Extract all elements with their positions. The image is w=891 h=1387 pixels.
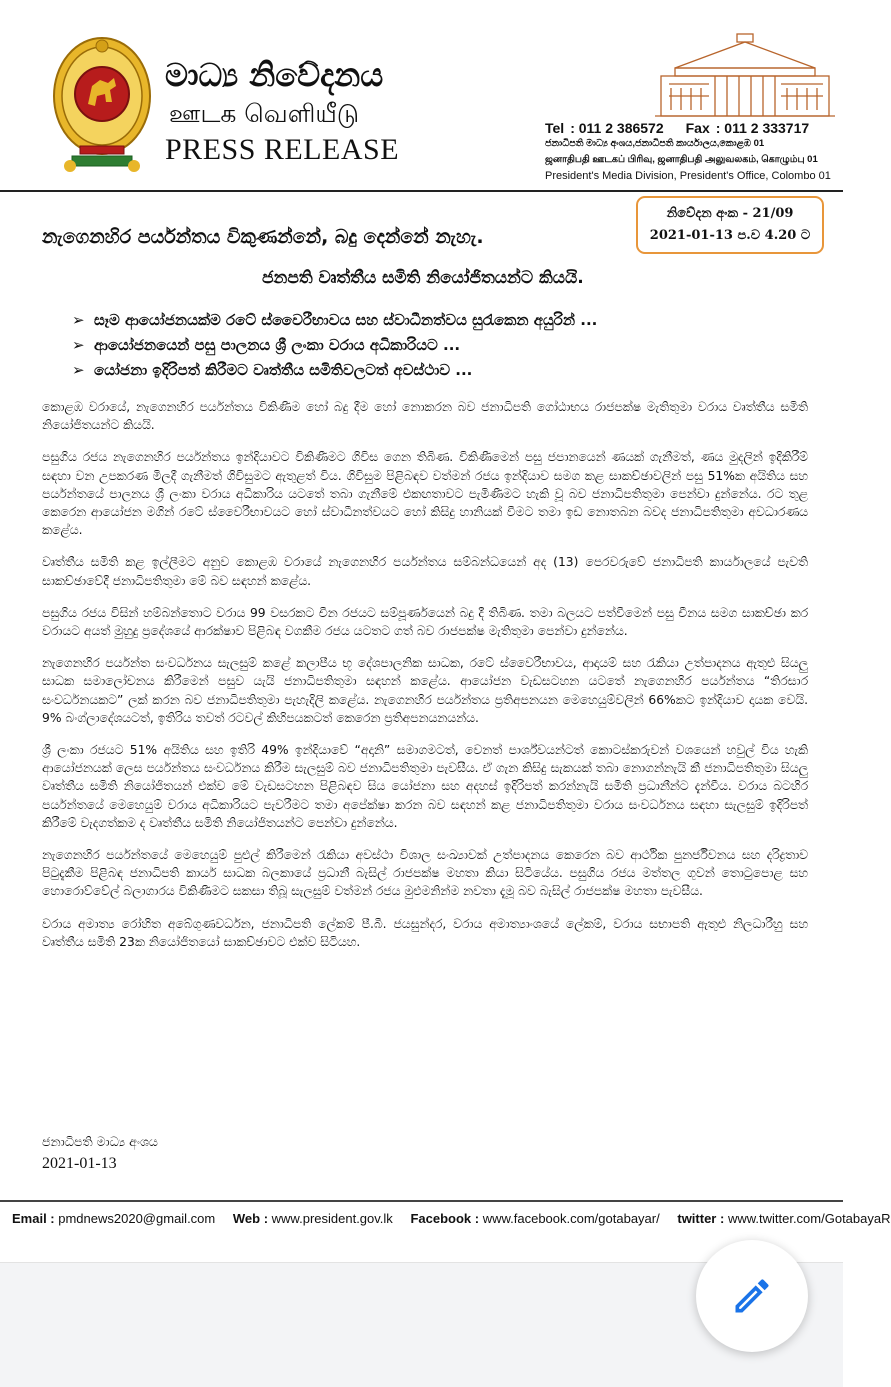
twitter-link[interactable]: www.twitter.com/GotabayaR: [727, 1211, 891, 1226]
edit-button[interactable]: [696, 1240, 808, 1352]
email-link[interactable]: pmdnews2020@gmail.com: [58, 1211, 216, 1226]
letterhead: [0, 0, 843, 192]
footer-divider: [0, 1200, 843, 1202]
header-divider: [0, 190, 843, 192]
bullet-text: ආයෝජනයෙන් පසු පාලනය ශ්‍රී ලංකා වරාය අධිකාරියට ...: [94, 336, 461, 354]
footer-contacts: [12, 1211, 891, 1226]
paragraph: පසුගිය රජය නැගෙනහිර පර්යන්තය ඉන්දියාවට විකිණීමට ගිවිස ගෙන තිබිණ. විකිණීමෙන් පසු ජපානයෙන් ණයක් ගැනීමත්, ණය මුදලින් ඉදිකිරීම් සඳහා වන උපකරණ මිලදී ගැනීමත් ගිවිසුමට ඇතුළත් විය. ගිවිසුම පිළිබඳව වත්මන් රජය ඉන්දියාව සමග කළ සාකච්ඡාවලින් පසු 51%ක අයිතිය සහ පර්යන්තයේ පාලනය ශ්‍රී ලංකා වරාය අධිකාරිය යටතේ තබා ගැනීමේ එකඟතාවට පැමිණීමට හැකි වූ බව ජනාධිපතිතුමා පෙන්වා දුන්නේය. රට තුළ කෙරෙන ආයෝජන මගින් රටේ ස්වෛරීභාවයට හෝ ස්වාධීනත්වයට හෝ කිසිදු හානියක් වීමට තමා ඉඩ නොතබන බවද ජනාධිපතිතුමා අවධාරණය කළේය.: [42, 450, 808, 538]
paragraph: කොළඹ වරායේ, නැගෙනහිර පර්යන්තය විකිණීම හෝ බදු දීම හෝ නොකරන බව ජනාධිපති ගෝඨාභය රාජපක්ෂ මැතිතුමා වරාය වෘත්තීය සමිති නියෝජිතයන්ට කියයි.: [42, 400, 808, 433]
fax-label: Fax: [685, 120, 710, 136]
web-link[interactable]: www.president.gov.lk: [271, 1211, 393, 1226]
tel-label: Tel: [545, 120, 565, 136]
sri-lanka-emblem-icon: [50, 28, 154, 178]
paragraph: නැගෙනහිර පර්යන්තයේ මෙහෙයුම් පුළුල් කිරීමෙන් රැකියා අවස්ථා විශාල සංඛ්‍යාවක් උත්පාදනය කෙරෙන බව ආර්ථික පුනර්ජීවනය සහ දරිද්‍රතාව පිටුදැකීම පිළිබඳ ජනාධිපති කාර්ය සාධක බලකායේ ප්‍රධානී බැසිල් රාජපක්ෂ මහතා කියා සිටියේය. පසුගිය රජය මත්තල ගුවන් තොටුපොළ සහ හොරොව්වේල් බලාගාරය විකිණීමට සකසා තිබූ සැලසුම් වත්මන් රජය මුළුමනින්ම නවතා දැමූ බව බැසිල් රාජපක්ෂ මහතා පැවසීය.: [42, 848, 808, 899]
facebook-label: Facebook :: [410, 1211, 480, 1226]
paragraph: පසුගිය රජය විසින් හම්බන්තොට වරාය 99 වසරකට චීන රජයට සම්පූර්ණයෙන් බදු දී තිබිණ. තමා බලයට පත්වීමෙන් පසු චීනය සමග සාකච්ඡා කර වරායට අයත් මුහුදු ප්‍රදේශයේ ආරක්ෂාව පිළිබඳ වගකීම රජය යටතට ගත් බව රාජපක්ෂ මැතිතුමා පෙන්වා දුන්නේය.: [42, 605, 808, 639]
bullet-arrow-icon: ➢: [72, 311, 85, 329]
dept-sinhala: ජනාධිපති මාධ්‍ය අංශය,ජනාධිපති කාර්යාලය,කොළඹ 01: [545, 138, 765, 149]
list-item: [72, 358, 772, 383]
twitter-label: twitter :: [677, 1211, 725, 1226]
contact-block: [545, 120, 840, 184]
bullet-text: සෑම ආයෝජනයක්ම රටේ ස්වෛරීභාවය සහ ස්වාධීනත්වය සුරැකෙන අයුරින් ...: [94, 311, 598, 329]
edit-pencil-icon: [730, 1274, 774, 1318]
paragraph: ශ්‍රී ලංකා රජයට 51% අයිතිය සහ ඉතිරි 49% ඉන්දියාවේ “අදානි” සමාගමටත්, වෙනත් පාර්ශ්වයන්ටත් කොටස්කරුවන් වශයෙන් හවුල් විය හැකි ආයෝජනයක් ලෙස පර්යන්තය සංවර්ධනය කිරීම සැලසුම් බව ජනාධිපතිතුමා පැවසීය. ඒ ගැන කිසිදු සැකයක් තබා නොගන්නැයි කී ජනාධිපතිතුමා සියලු වෘත්තීය සමිති නියෝජිතයන් එක්ව මේ වැඩසටහන පිළිබඳව සිය යෝජනා සහ අදහස් ඉදිරිපත් කරන්නැයි සමිති ප්‍රධානීන්ට දැන්වීය. වරාය බටහිර පර්යන්තයේ මෙහෙයුම් වරාය අධිකාරියට පැවරීමට තමා අපේක්ෂා කරන බව සඳහන් කළ ජනාධිපතිතුමා වරාය සංවර්ධනය සඳහා සැලසුම් ඉදිරිපත් කිරීමේ වැදගත්කම ද වෘත්තීය සමිති නියෝජිතයන්ට පෙන්වා දුන්නේය.: [42, 743, 808, 830]
dept-english: President's Media Division, President's Office, Colombo 01: [545, 170, 831, 182]
title-tamil: ஊடக வெளியீடு: [169, 99, 360, 128]
reference-box: [636, 196, 824, 254]
reference-number: නිවේදන අංක - 21/09: [666, 206, 794, 221]
bullet-arrow-icon: ➢: [72, 336, 85, 354]
signature-office: ජනාධිපති මාධ්‍ය අංශය: [42, 1134, 158, 1149]
list-item: [72, 333, 772, 358]
presidential-secretariat-icon: [655, 30, 835, 122]
paragraph: වරාය අමාත්‍ය රෝහිත අබේගුණවර්ධන, ජනාධිපති ලේකම් පී.බී. ජයසුන්දර, වරාය අමාත්‍යාංශයේ ලේකම්, වරාය සභාපති ඇතුළු නිලධාරීහු සහ වෘත්තීය සමිති 23ක නියෝජිතයෝ සාකච්ඡාවට එක්ව සිටියහ.: [42, 916, 808, 949]
fax-value: : 011 2 333717: [715, 120, 810, 136]
headline: නැගෙනහිර පර්යන්තය විකුණන්නේ, බදු දෙන්නේ නැහැ.: [42, 226, 484, 248]
bullet-text: යෝජනා ඉදිරිපත් කිරීමට වෘත්තීය සමිතිවලටත් අවස්ථාව ...: [94, 361, 473, 379]
web-label: Web :: [232, 1211, 269, 1226]
subheadline: ජනපති වෘත්තීය සමිති නියෝජිතයන්ට කියයි.: [262, 268, 584, 288]
list-item: [72, 308, 772, 333]
reference-datetime: 2021-01-13 ප.ව 4.20 ට: [649, 228, 811, 243]
email-label: Email :: [12, 1211, 55, 1226]
title-block: [165, 55, 465, 167]
signature-block: [42, 1131, 158, 1175]
phone-fax-line: [545, 120, 840, 136]
paragraph: වෘත්තීය සමිති කළ ඉල්ලීමට අනුව කොළඹ වරායේ නැගෙනහිර පර්යන්තය සම්බන්ධයෙන් අද (13) පෙරවරුවේ ජනාධිපති කාර්යාලයේ පැවති සාකච්ඡාවේදී ජනාධිපතිතුමා මේ බව සඳහන් කළේය.: [42, 555, 808, 588]
article-body: [42, 398, 808, 965]
tel-value: : 011 2 386572: [570, 120, 664, 136]
facebook-link[interactable]: www.facebook.com/gotabayar/: [482, 1211, 660, 1226]
bullet-arrow-icon: ➢: [72, 361, 85, 379]
title-sinhala: මාධ්‍ය නිවේදනය: [165, 56, 384, 94]
title-english: PRESS RELEASE: [165, 133, 400, 166]
signature-date: 2021-01-13: [42, 1155, 117, 1172]
bullet-list: [72, 308, 772, 383]
paragraph: නැගෙනහිර පර්යන්ත සංවර්ධනය සැලසුම් කළේ කලාපීය භූ දේශපාලනික සාධක, රටේ ස්වෛරීභාවය, ආදායම් සහ රැකියා උත්පාදනය ඇතුළු සියලු සාධක සමාලෝචනය කිරීමෙන් පසුව යැයි ජනාධිපතිතුමා සඳහන් කළේය. ආයෝජන වැඩසටහන යටතේ නැගෙනහිර පර්යන්තය “තිරසාර සංවර්ධනයකට” ලක් කරන බව ජනාධිපතිතුමා පැහැදිලි කළේය. නැගෙනහිර පර්යන්තය ප්‍රතිඅපනයන මෙහෙයුම්වලින් 66%කට ඉන්දියාව දායක වෙයි. 9% බංග්ලාදේශයටත්, ඉතිරිය තවත් රටවල් කිහිපයකටත් කෙරෙන ප්‍රතිඅපනයනයන්ය.: [42, 656, 808, 725]
dept-tamil: ஜனாதிபதி ஊடகப் பிரிவு, ஜனாதிபதி அலுவலகம், கொழும்பு 01: [545, 154, 818, 165]
